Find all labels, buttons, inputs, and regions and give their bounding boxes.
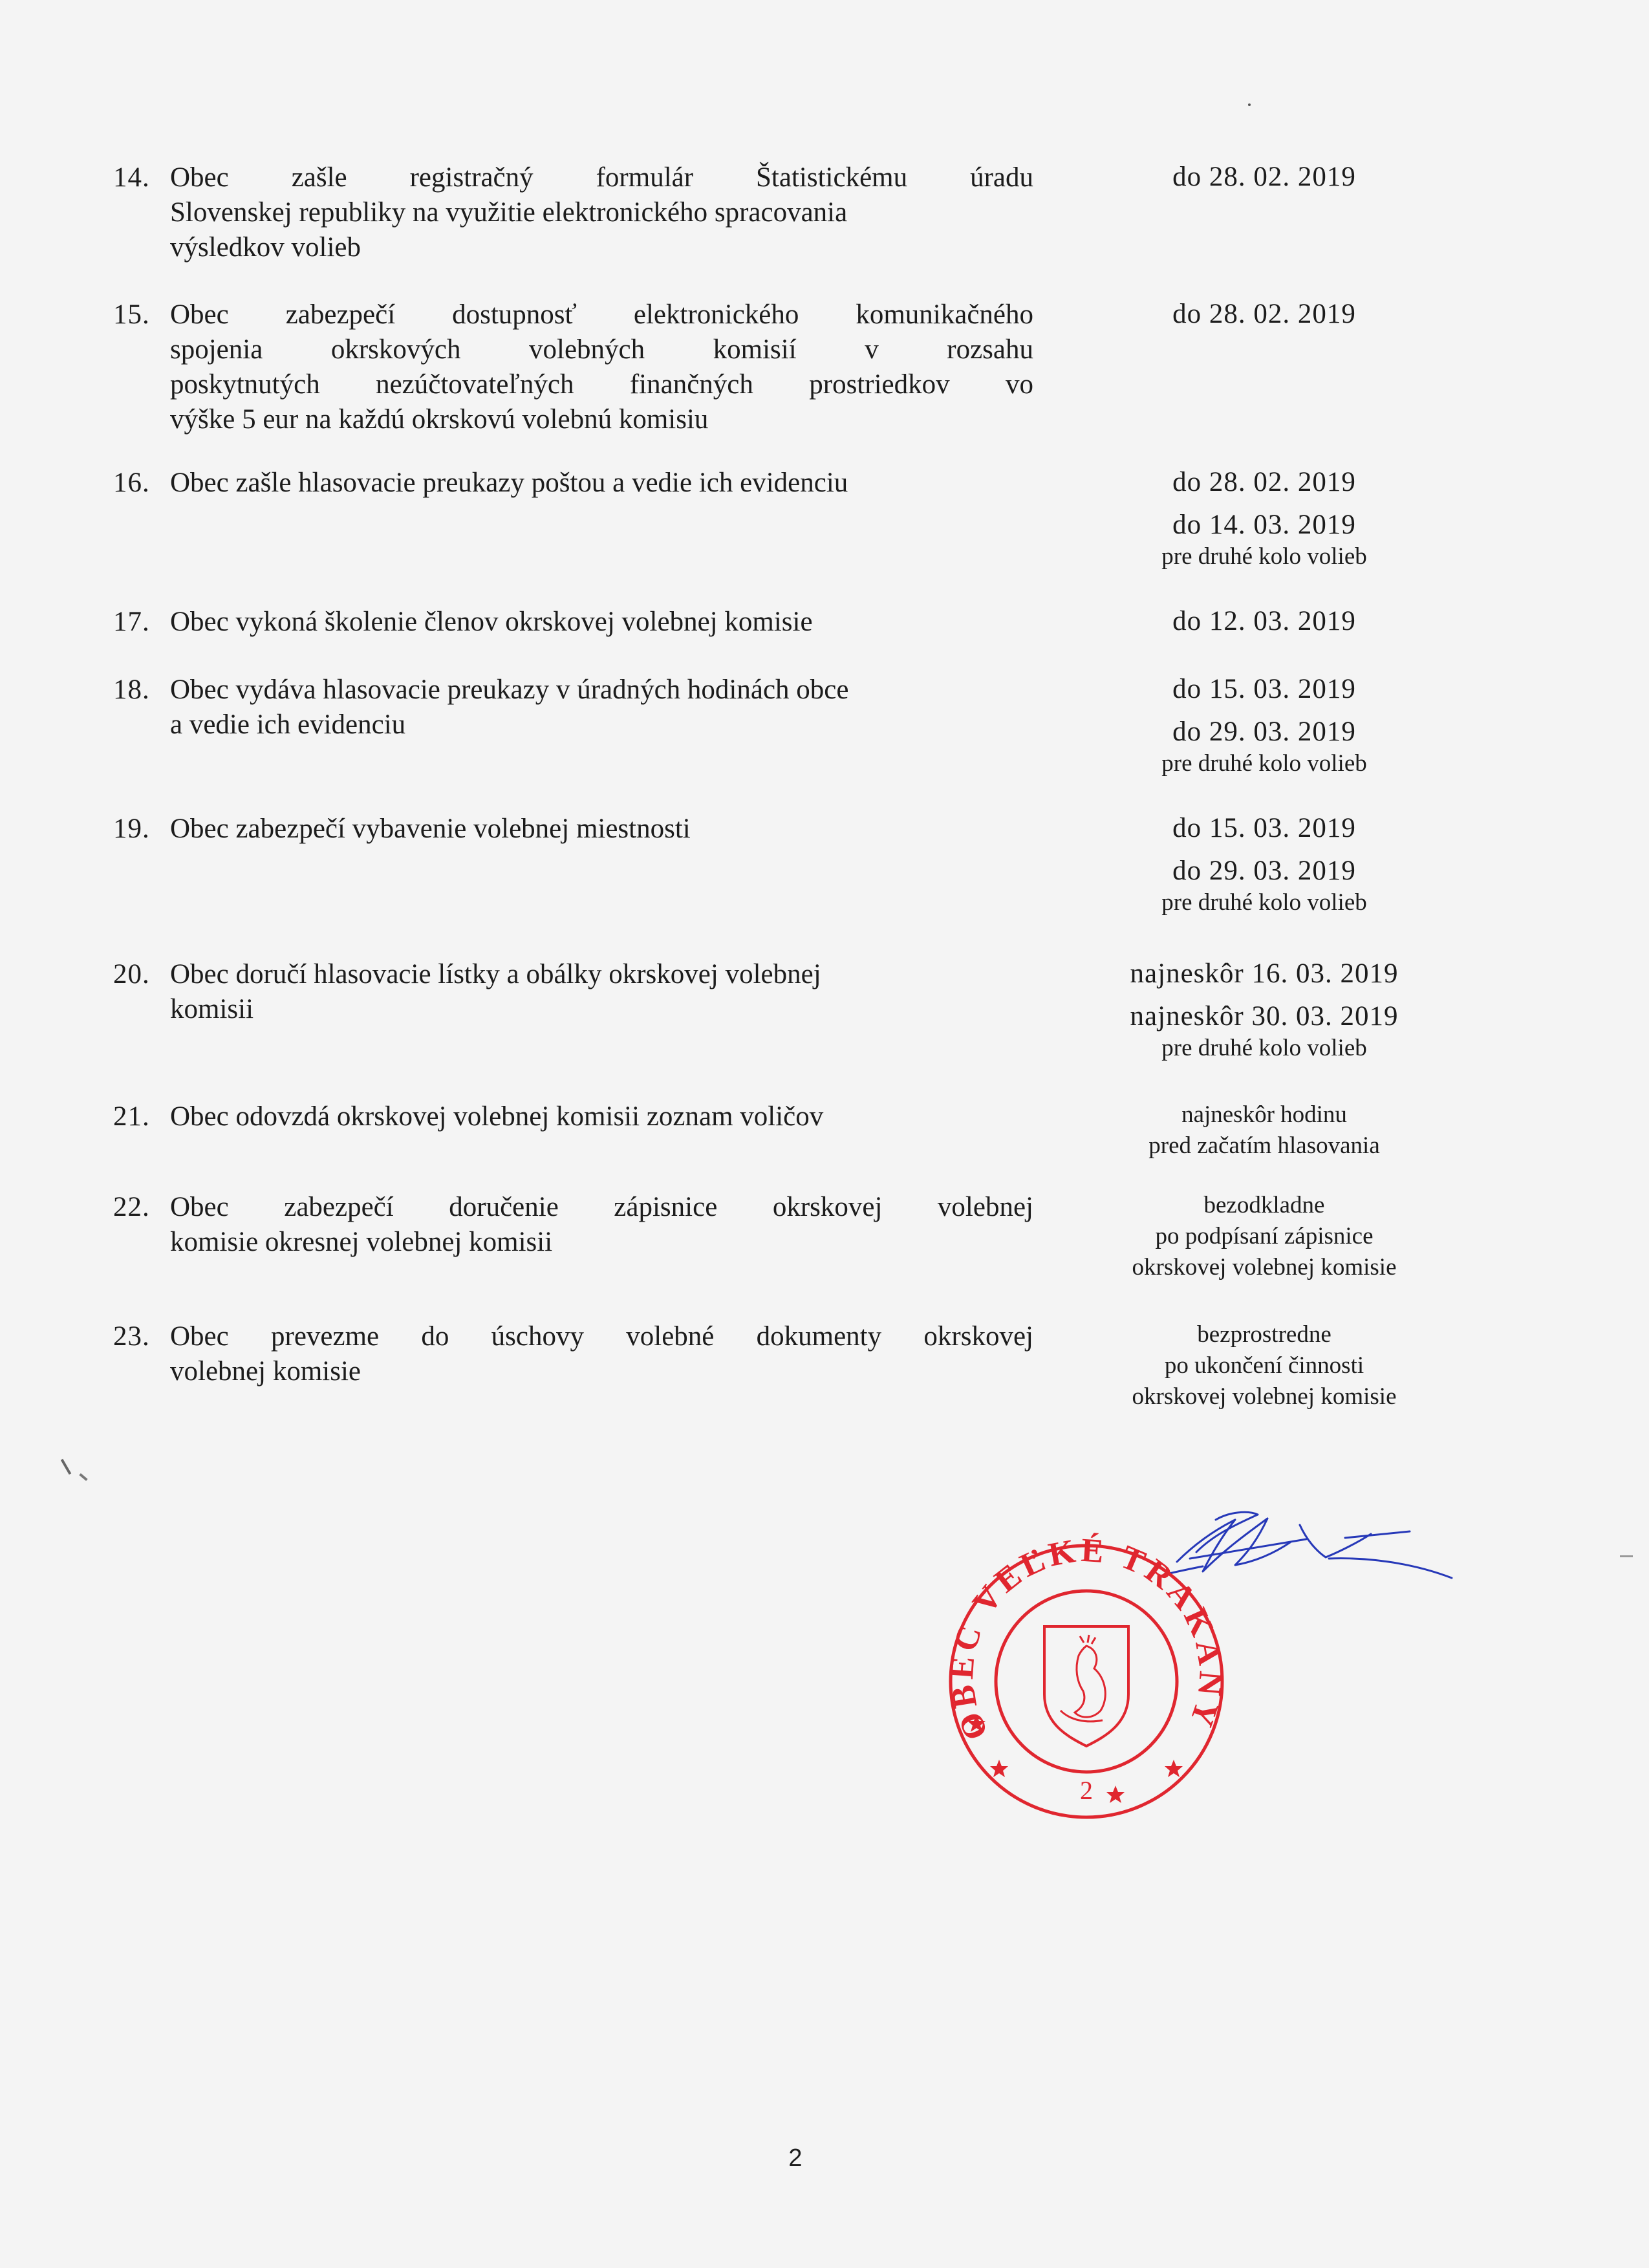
stamp-image bbox=[931, 1526, 1242, 1837]
description-line: komisii bbox=[170, 994, 254, 1024]
item-number: 20. bbox=[113, 959, 150, 989]
description-line: Obec zašle registračný formulár Štatistickému úradu bbox=[170, 162, 1033, 193]
item-deadline bbox=[1057, 297, 1471, 331]
deadline-date: do 15. 03. 2019 bbox=[1172, 674, 1356, 704]
item-description bbox=[170, 1099, 1033, 1134]
description-line: spojenia okrskových volebných komisií v rozsahu bbox=[170, 334, 1033, 365]
item-number: 15. bbox=[113, 299, 150, 330]
item-description bbox=[170, 1319, 1033, 1389]
description-line: poskytnutých nezúčtovateľných finančných prostriedkov vo bbox=[170, 369, 1033, 400]
item-description bbox=[170, 673, 1033, 742]
deadline-note: pre druhé kolo volieb bbox=[1161, 750, 1367, 777]
item-number: 14. bbox=[113, 162, 150, 193]
item-deadline bbox=[1057, 957, 1471, 1063]
stamp-text: OBEC VEĽKÉ TRAKANY bbox=[943, 1531, 1229, 1745]
deadline-note: okrskovej volebnej komisie bbox=[1132, 1383, 1397, 1410]
item-number: 17. bbox=[113, 607, 150, 637]
description-line: Slovenskej republiky na využitie elektronického spracovania bbox=[170, 197, 848, 228]
item-description bbox=[170, 297, 1033, 437]
stamp-number: 2 bbox=[1080, 1776, 1093, 1805]
deadline-note: po ukončení činnosti bbox=[1164, 1352, 1364, 1379]
item-deadline bbox=[1057, 1099, 1471, 1161]
deadline-date: do 29. 03. 2019 bbox=[1172, 717, 1356, 747]
item-description bbox=[170, 605, 1033, 640]
deadline-date: do 15. 03. 2019 bbox=[1172, 813, 1356, 843]
item-number: 21. bbox=[113, 1101, 150, 1132]
deadline-note: bezprostredne bbox=[1197, 1321, 1331, 1348]
item-number: 16. bbox=[113, 468, 150, 498]
description-line: výsledkov volieb bbox=[170, 232, 361, 263]
deadline-note: pre druhé kolo volieb bbox=[1161, 1035, 1367, 1061]
deadline-note: okrskovej volebnej komisie bbox=[1132, 1254, 1397, 1280]
item-deadline bbox=[1057, 160, 1471, 194]
item-number: 19. bbox=[113, 814, 150, 844]
item-deadline bbox=[1057, 812, 1471, 918]
deadline-date: najneskôr 16. 03. 2019 bbox=[1130, 958, 1399, 989]
deadline-date: do 28. 02. 2019 bbox=[1172, 299, 1356, 329]
description-line: Obec vydáva hlasovacie preukazy v úradných hodinách obce bbox=[170, 675, 849, 705]
deadline-note: po podpísaní zápisnice bbox=[1155, 1223, 1374, 1249]
item-deadline bbox=[1057, 673, 1471, 779]
item-description bbox=[170, 812, 1033, 847]
description-line: Obec zabezpečí doručenie zápisnice okrskovej volebnej bbox=[170, 1192, 1033, 1222]
item-deadline bbox=[1057, 1319, 1471, 1412]
deadline-date: do 14. 03. 2019 bbox=[1172, 510, 1356, 540]
description-line: Obec vykoná školenie členov okrskovej volebnej komisie bbox=[170, 607, 813, 637]
deadline-note: pre druhé kolo volieb bbox=[1161, 889, 1367, 916]
deadline-date: do 29. 03. 2019 bbox=[1172, 856, 1356, 886]
deadline-note: pred začatím hlasovania bbox=[1148, 1132, 1380, 1159]
item-description bbox=[170, 1190, 1033, 1260]
item-number: 22. bbox=[113, 1192, 150, 1222]
item-deadline bbox=[1057, 466, 1471, 572]
deadline-date: do 28. 02. 2019 bbox=[1172, 467, 1356, 497]
description-line: Obec zašle hlasovacie preukazy poštou a vedie ich evidenciu bbox=[170, 468, 848, 498]
item-description bbox=[170, 466, 1033, 501]
item-deadline bbox=[1057, 1190, 1471, 1283]
description-line: Obec odovzdá okrskovej volebnej komisii zoznam voličov bbox=[170, 1101, 824, 1132]
deadline-note: pre druhé kolo volieb bbox=[1161, 543, 1367, 570]
item-number: 23. bbox=[113, 1321, 150, 1352]
item-deadline bbox=[1057, 605, 1471, 638]
description-line: Obec doručí hlasovacie lístky a obálky okrskovej volebnej bbox=[170, 959, 821, 989]
description-line: volebnej komisie bbox=[170, 1356, 361, 1387]
description-line: Obec prevezme do úschovy volebné dokumenty okrskovej bbox=[170, 1321, 1033, 1352]
item-description bbox=[170, 160, 1033, 265]
description-line: Obec zabezpečí vybavenie volebnej miestnosti bbox=[170, 814, 691, 844]
item-number: 18. bbox=[113, 675, 150, 705]
deadline-note: bezodkladne bbox=[1203, 1192, 1325, 1218]
deadline-date: najneskôr 30. 03. 2019 bbox=[1130, 1001, 1399, 1031]
page-number: 2 bbox=[788, 2144, 803, 2172]
description-line: a vedie ich evidenciu bbox=[170, 709, 406, 740]
item-description bbox=[170, 957, 1033, 1027]
deadline-date: do 28. 02. 2019 bbox=[1172, 162, 1356, 192]
deadline-date: do 12. 03. 2019 bbox=[1172, 606, 1356, 636]
description-line: komisie okresnej volebnej komisii bbox=[170, 1227, 553, 1257]
description-line: výške 5 eur na každú okrskovú volebnú komisiu bbox=[170, 404, 709, 435]
description-line: Obec zabezpečí dostupnosť elektronického komunikačného bbox=[170, 299, 1033, 330]
deadline-note: najneskôr hodinu bbox=[1181, 1101, 1347, 1128]
